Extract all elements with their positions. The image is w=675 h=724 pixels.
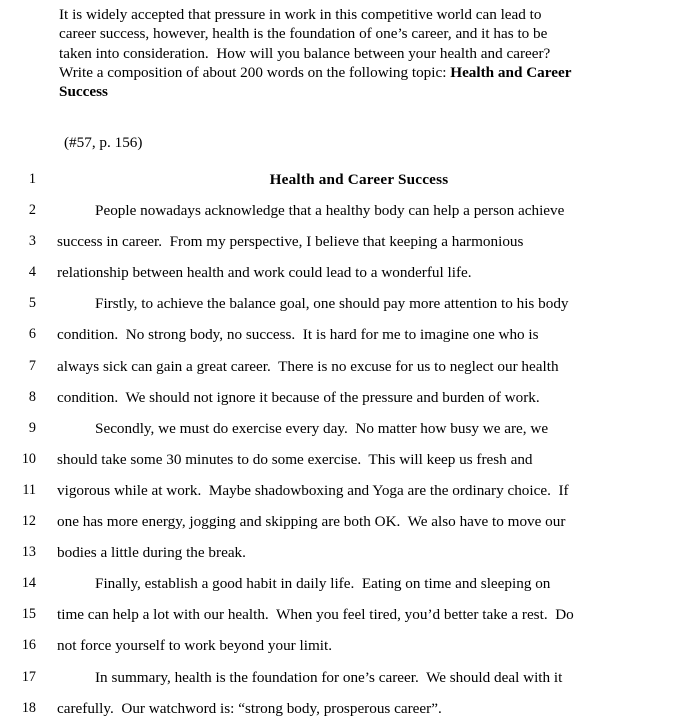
essay-line-row [0, 444, 675, 475]
line-number: 10 [21, 450, 36, 467]
essay-line-row [0, 195, 675, 226]
essay-line-text: condition. No strong body, no success. It is hard for me to imagine one who is [57, 326, 539, 344]
essay-line-row [0, 662, 675, 693]
essay-line-row [0, 288, 675, 319]
line-number: 7 [28, 357, 36, 374]
prompt-line-1: It is widely accepted that pressure in work in this competitive world can lead to [59, 6, 542, 23]
essay-line-row [0, 257, 675, 288]
line-number: 11 [22, 481, 36, 498]
essay-line-row [0, 537, 675, 568]
line-number: 9 [28, 419, 36, 436]
line-number: 17 [21, 668, 36, 685]
essay-line-row [0, 568, 675, 599]
essay-line-text: always sick can gain a great career. There is no excuse for us to neglect our health [57, 357, 559, 375]
prompt-line-3: taken into consideration. How will you balance between your health and career? [59, 44, 551, 62]
essay-line-text: Secondly, we must do exercise every day. No matter how busy we are, we [95, 419, 549, 437]
line-number: 6 [28, 326, 36, 343]
essay-line-row [0, 226, 675, 257]
line-number: 12 [21, 513, 36, 530]
essay-line-text: vigorous while at work. Maybe shadowboxing and Yoga are the ordinary choice. If [57, 481, 569, 499]
line-number: 13 [21, 544, 36, 561]
writing-prompt [59, 5, 657, 101]
essay-line-text: In summary, health is the foundation for one’s career. We should deal with it [95, 668, 563, 686]
essay-line-text: condition. We should not ignore it because of the pressure and burden of work. [57, 388, 540, 406]
essay-line-row [0, 693, 675, 724]
essay-line-text: success in career. From my perspective, I believe that keeping a harmonious [57, 233, 524, 251]
essay-line-text: one has more energy, jogging and skipping are both OK. We also have to move our [57, 513, 566, 531]
essay-line-text: time can help a lot with our health. When you feel tired, you’d better take a rest. Do [57, 606, 574, 624]
line-number: 5 [28, 295, 36, 312]
prompt-topic-bold-wrap: Success [59, 83, 108, 101]
prompt-line-4-text: Write a composition of about 200 words on the following topic: [59, 63, 451, 81]
essay-title: Health and Career Success [269, 171, 449, 188]
prompt-line-4 [59, 63, 657, 82]
essay-line-row [0, 319, 675, 350]
line-number: 14 [21, 575, 36, 592]
line-number: 8 [28, 388, 36, 405]
essay-line-text: bodies a little during the break. [57, 544, 246, 562]
essay-line-row [0, 599, 675, 630]
essay-line-row [0, 164, 675, 195]
essay-line-text: Finally, establish a good habit in daily life. Eating on time and sleeping on [95, 575, 551, 593]
essay-line-row [0, 382, 675, 413]
line-number: 3 [28, 233, 36, 250]
line-number: 18 [21, 699, 36, 716]
line-number: 15 [21, 606, 36, 623]
essay-line-text: carefully. Our watchword is: “strong body, prosperous career”. [57, 699, 442, 717]
essay-line-row [0, 475, 675, 506]
essay-body [0, 164, 675, 724]
line-number: 16 [21, 637, 36, 654]
prompt-topic-bold: Health and Career [450, 63, 572, 81]
source-reference: (#57, p. 156) [64, 134, 143, 151]
line-number: 4 [28, 264, 36, 281]
essay-line-text: Firstly, to achieve the balance goal, one should pay more attention to his body [95, 295, 569, 313]
essay-line-text: should take some 30 minutes to do some exercise. This will keep us fresh and [57, 450, 533, 468]
line-number: 1 [28, 171, 36, 187]
line-number: 2 [28, 202, 36, 219]
essay-line-text: not force yourself to work beyond your limit. [57, 637, 333, 655]
prompt-line-2: career success, however, health is the foundation of one’s career, and it has to be [59, 25, 548, 43]
essay-line-row [0, 630, 675, 661]
essay-line-text: relationship between health and work could lead to a wonderful life. [57, 264, 472, 282]
essay-line-text: People nowadays acknowledge that a healthy body can help a person achieve [95, 202, 565, 220]
essay-line-row [0, 506, 675, 537]
essay-line-row [0, 413, 675, 444]
essay-line-row [0, 351, 675, 382]
